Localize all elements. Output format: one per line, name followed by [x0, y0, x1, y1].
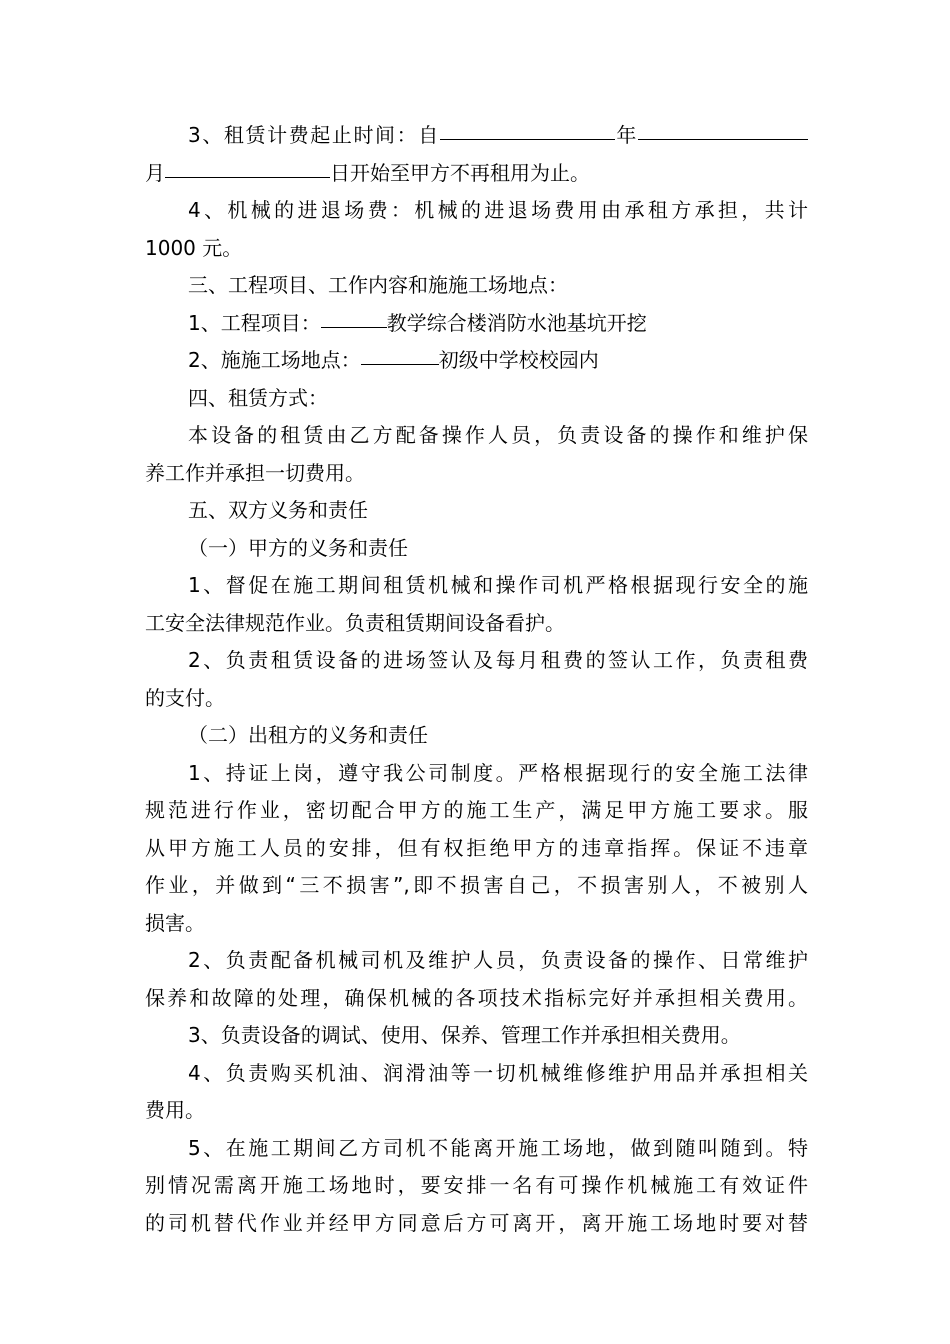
paragraph-lessor-item-2-cont: 保养和故障的处理，确保机械的各项技术指标完好并承担相关费用。 [145, 985, 808, 1010]
paragraph-lessor-item-5-line-2: 别情况需离开施工场地时，要安排一名有可操作机械施工有效证件 [145, 1173, 808, 1197]
heading-project-section: 三、工程项目、工作内容和施施工场地点： [188, 273, 568, 297]
paragraph-party-a-item-1-cont: 工安全法律规范作业。负责租赁期间设备看护。 [145, 610, 565, 635]
heading-lessor-obligations: （二）出租方的义务和责任 [188, 723, 428, 747]
paragraph-lessor-item-1-line-2: 规范进行作业，密切配合甲方的施工生产，满足甲方施工要求。服 [145, 798, 808, 822]
paragraph-lessor-item-1: 1、持证上岗，遵守我公司制度。严格根据现行的安全施工法律 [188, 760, 808, 785]
heading-party-a-obligations: （一）甲方的义务和责任 [188, 535, 408, 560]
document-body [145, 117, 808, 1242]
blank-year-field [440, 117, 615, 140]
blank-site-field [361, 342, 439, 365]
blank-month-field [638, 117, 808, 140]
text-site-value: 初级中学校校园内 [438, 348, 599, 372]
heading-obligations: 五、双方义务和责任 [188, 498, 368, 522]
paragraph-lessor-item-4: 4、负责购买机油、润滑油等一切机械维修维护用品并承担相关 [188, 1060, 808, 1085]
blank-project-field [321, 305, 387, 328]
paragraph-billing-period [145, 117, 808, 155]
heading-lease-method: 四、租赁方式： [188, 385, 328, 410]
paragraph-party-a-item-2: 2、负责租赁设备的进场签认及每月租费的签认工作，负责租费 [188, 648, 808, 672]
paragraph-entry-exit-fee-cont: 1000 元。 [145, 235, 243, 260]
paragraph-lease-method-cont: 养工作并承担一切费用。 [145, 460, 365, 485]
paragraph-billing-period-cont [145, 155, 808, 193]
blank-day-field [165, 155, 330, 178]
paragraph-party-a-item-1: 1、督促在施工期间租赁机械和操作司机严格根据现行安全的施 [188, 573, 808, 597]
paragraph-lessor-item-5-line-3: 的司机替代作业并经甲方同意后方可离开，离开施工场地时要对替 [145, 1210, 808, 1235]
text-billing-end: 日开始至甲方不再租用为止。 [330, 160, 590, 185]
text-year: 年 [614, 123, 638, 147]
paragraph-lessor-item-1-line-3: 从甲方施工人员的安排，但有权拒绝甲方的违章指挥。保证不违章 [145, 835, 808, 860]
paragraph-lease-method: 本设备的租赁由乙方配备操作人员，负责设备的操作和维护保 [188, 423, 808, 447]
paragraph-site-location [145, 342, 808, 380]
paragraph-lessor-item-1-line-5: 损害。 [145, 910, 205, 935]
paragraph-lessor-item-3: 3、负责设备的调试、使用、保养、管理工作并承担相关费用。 [188, 1023, 741, 1047]
paragraph-party-a-item-2-cont: 的支付。 [145, 685, 225, 710]
paragraph-project-name [145, 305, 808, 343]
text-project-value: 教学综合楼消防水池基坑开挖 [386, 310, 647, 335]
text-project-label: 1、工程项目： [188, 310, 321, 335]
paragraph-entry-exit-fee: 4、机械的进退场费：机械的进退场费用由承租方承担，共计 [188, 198, 808, 222]
paragraph-lessor-item-2: 2、负责配备机械司机及维护人员，负责设备的操作、日常维护 [188, 948, 808, 972]
text-month: 月 [145, 160, 165, 185]
paragraph-lessor-item-1-line-4: 作业，并做到“三不损害”,即不损害自己，不损害别人，不被别人 [145, 873, 808, 897]
text-billing-start: 3、租赁计费起止时间：自 [188, 123, 440, 147]
text-site-label: 2、施施工场地点： [188, 348, 361, 372]
paragraph-lessor-item-5: 5、在施工期间乙方司机不能离开施工场地，做到随叫随到。特 [188, 1135, 808, 1160]
paragraph-lessor-item-4-cont: 费用。 [145, 1098, 205, 1122]
